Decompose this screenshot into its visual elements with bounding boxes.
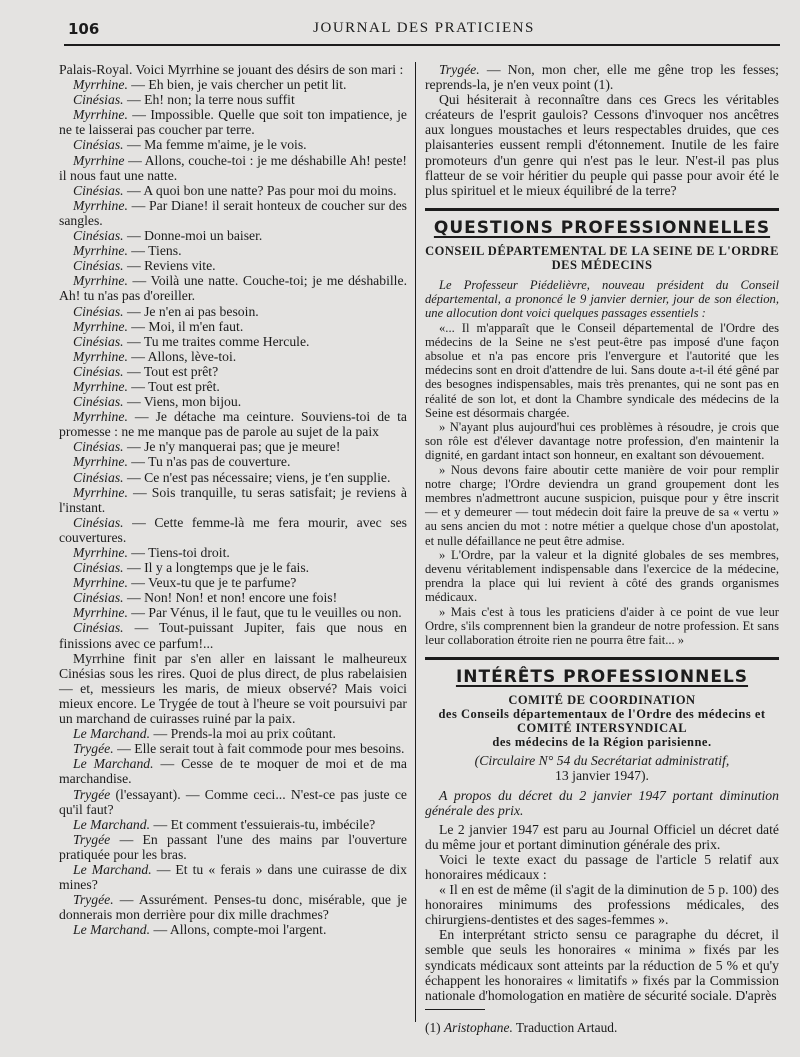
dialogue-line bbox=[59, 726, 407, 741]
speaker: Le Marchand. bbox=[73, 861, 152, 877]
speaker: Myrrhine. bbox=[73, 77, 128, 93]
header-rule bbox=[64, 44, 780, 46]
line-text: — Eh bien, je vais chercher un petit lit. bbox=[127, 77, 347, 93]
speaker: Myrrhine. bbox=[73, 348, 128, 364]
circular-date: 13 janvier 1947). bbox=[555, 768, 649, 784]
speaker: Cinésias. bbox=[73, 333, 124, 349]
section-subtitle: CONSEIL DÉPARTEMENTAL DE LA SEINE DE L'ORDRE DES MÉDECINS bbox=[425, 243, 779, 272]
section-title: INTÉRÊTS PROFESSIONNELS bbox=[455, 667, 749, 688]
dialogue-line bbox=[59, 183, 407, 198]
line-text: — Donne-moi un baiser. bbox=[123, 228, 263, 244]
speaker: Trygée. bbox=[73, 741, 114, 757]
intro-paragraph: A propos du décret du 2 janvier 1947 portant diminution générale des prix. bbox=[425, 787, 779, 818]
line-text: — Viens, mon bijou. bbox=[123, 394, 242, 410]
speaker: Myrrhine. bbox=[73, 545, 128, 560]
quote-paragraph: » N'ayant plus aujourd'hui ces problèmes à résoudre, je crois que son rôle est d'élever davantage notre profession, d'en maintenir la dignité, en gardant intact son honneur, en exaltant son dévouement. bbox=[425, 419, 779, 463]
quote-paragraph: » Nous devons faire aboutir cette manière de voir pour remplir notre charge; l'Ordre deviendra un grand groupement dont les membres n'admettront aucune suspicion, puisque pour y être inscrit — et y demeurer — tout médecin doit faire la preuve de sa « vertu » au sens ancien du mot : notre métier a quelque chose d'un apostolat, et nulle défaillance ne peut être admise. bbox=[425, 462, 779, 548]
speaker: Cinésias. bbox=[73, 303, 124, 319]
dialogue-line bbox=[59, 92, 407, 107]
circular-reference: (Circulaire N° 54 du Secrétariat administratif, bbox=[474, 753, 730, 769]
line-text: — Ce n'est pas nécessaire; viens, je t'en supplie. bbox=[123, 469, 391, 485]
dialogue-line bbox=[59, 515, 407, 545]
speaker: Cinésias. bbox=[73, 228, 124, 244]
speaker: Cinésias. bbox=[73, 469, 124, 485]
line-text: — Veux-tu que je te parfume? bbox=[127, 575, 297, 591]
line-text: — Tu me traites comme Hercule. bbox=[123, 333, 310, 349]
paragraph: Voici le texte exact du passage de l'article 5 relatif aux honoraires médicaux : bbox=[425, 851, 779, 882]
line-text: — Voilà une natte. Couche-toi; je me déshabille. Ah! tu n'as pas d'oreiller. bbox=[59, 273, 407, 304]
line-text: — En passant l'une des mains par l'ouverture pratiquée pour les bras. bbox=[59, 831, 407, 862]
left-column bbox=[59, 62, 407, 937]
dialogue-line bbox=[59, 620, 407, 650]
speaker: Myrrhine. bbox=[73, 605, 128, 621]
speaker: Cinésias. bbox=[73, 590, 124, 606]
committee-line: des Conseils départementaux de l'Ordre des médecins et bbox=[438, 707, 766, 722]
dialogue-line bbox=[59, 590, 407, 605]
speaker: Cinésias. bbox=[73, 394, 124, 410]
dialogue-line bbox=[59, 228, 407, 243]
line-text: — Allons, lève-toi. bbox=[127, 348, 237, 364]
line-text: — Ma femme m'aime, je le vois. bbox=[123, 137, 307, 153]
journal-title: JOURNAL DES PRATICIENS bbox=[313, 20, 535, 36]
speaker: Myrrhine. bbox=[73, 575, 128, 591]
speaker: Myrrhine. bbox=[73, 378, 128, 394]
dialogue-line bbox=[59, 243, 407, 258]
dialogue-line bbox=[59, 756, 407, 786]
line-text: — Tiens. bbox=[127, 243, 182, 259]
line-text: — Cesse de te moquer de moi et de ma marchandise. bbox=[59, 756, 407, 787]
paragraph: « Il en est de même (il s'agit de la diminution de 5 p. 100) des honoraires minimums des professions médicales, des chirurgiens-dentistes et des sages-femmes ». bbox=[425, 882, 779, 928]
dialogue-line bbox=[59, 153, 407, 183]
dialogue-line bbox=[59, 304, 407, 319]
dialogue-block bbox=[59, 726, 407, 937]
dialogue-block bbox=[59, 77, 407, 651]
dialogue-line bbox=[59, 560, 407, 575]
dialogue-line bbox=[59, 470, 407, 485]
line-text: — Moi, il m'en faut. bbox=[127, 318, 244, 334]
speaker: Le Marchand. bbox=[73, 726, 151, 742]
footnote-number: (1) bbox=[425, 1019, 441, 1035]
line-text: — Et tu « ferais » dans une cuirasse de dix mines? bbox=[59, 861, 407, 893]
paragraph: En interprétant stricto sensu ce paragraphe du décret, il semble que seuls les honoraires « minima » fixés par les syndicats médicaux sont atteints par la réduction de 5 % et qu'y échappent les honoraires « limitatifs » fixés par la Commission nationale d'homologation en matière de sécurité sociale. D'après bbox=[425, 927, 779, 1003]
section-title: QUESTIONS PROFESSIONNELLES bbox=[433, 217, 771, 238]
dialogue-line bbox=[59, 741, 407, 756]
committee-name: COMITÉ DE COORDINATION bbox=[508, 693, 696, 708]
paragraph: Myrrhine finit par s'en aller en laissant le malheureux Cinésias sous les rires. Quoi de plus direct, de plus rabelaisien — et, messieurs les maris, de mieux observé? Mais voici mieux encore. Le Trygée de tout à l'heure se voit poursuivi par un marchand de cuirasses ruiné par la paix. bbox=[59, 650, 407, 727]
line-text: — Tout est prêt. bbox=[127, 378, 220, 394]
quote-paragraph: » Mais c'est à tous les praticiens d'aider à ce point de vue leur Ordre, s'ils comprennent bien la grandeur de notre profession. Et sans leur collaboration étroite rien ne pourra être fait... » bbox=[425, 604, 779, 648]
line-text: — A quoi bon une natte? Pas pour moi du moins. bbox=[123, 182, 397, 198]
dialogue-line bbox=[59, 892, 407, 922]
speaker: Le Marchand. bbox=[73, 922, 151, 938]
speaker: Cinésias. bbox=[73, 137, 124, 153]
dialogue-line bbox=[59, 334, 407, 349]
speaker: Cinésias. bbox=[73, 182, 124, 198]
speaker: Cinésias. bbox=[73, 258, 124, 274]
line-text: — Elle serait tout à fait commode pour mes besoins. bbox=[113, 741, 405, 757]
speaker: Myrrhine. bbox=[73, 318, 128, 334]
line-text: — Tiens-toi droit. bbox=[127, 545, 230, 560]
line-text: — Tu n'as pas de couverture. bbox=[127, 454, 291, 470]
line-text: — Et comment t'essuierais-tu, imbécile? bbox=[150, 816, 376, 832]
dialogue-line bbox=[59, 409, 407, 439]
dialogue-line bbox=[425, 62, 779, 92]
dialogue-line bbox=[59, 922, 407, 937]
right-column bbox=[425, 62, 779, 1035]
speaker: Myrrhine. bbox=[73, 243, 128, 259]
dialogue-line bbox=[59, 349, 407, 364]
speaker: Cinésias. bbox=[73, 363, 124, 379]
page-number: 106 bbox=[68, 20, 100, 38]
column-divider bbox=[415, 62, 416, 1022]
dialogue-line bbox=[59, 107, 407, 137]
dialogue-line bbox=[59, 485, 407, 515]
speaker: Myrrhine. bbox=[73, 107, 128, 123]
dialogue-line bbox=[59, 319, 407, 334]
speaker: Trygée bbox=[73, 786, 111, 802]
dialogue-line bbox=[59, 77, 407, 92]
section-rule bbox=[425, 657, 779, 660]
dialogue-line bbox=[59, 198, 407, 228]
line-text: — Tout est prêt? bbox=[123, 363, 219, 379]
dialogue-line bbox=[59, 817, 407, 832]
line-text: (l'essayant). — Comme ceci... N'est-ce pas juste ce qu'il faut? bbox=[59, 786, 407, 817]
speaker: Myrrhine. bbox=[73, 273, 128, 289]
dialogue-line bbox=[59, 605, 407, 620]
line-text: — Assurément. Penses-tu donc, misérable, que je donnerais mon derrière pour dix mille drachmes? bbox=[59, 892, 407, 923]
line-text: — Je n'y manquerai pas; que je meure! bbox=[123, 439, 341, 455]
dialogue-line bbox=[59, 273, 407, 303]
footnote bbox=[425, 1020, 779, 1035]
line-text: — Sois tranquille, tu seras satisfait; je reviens à l'instant. bbox=[59, 484, 407, 515]
speaker: Trygée. bbox=[439, 62, 480, 77]
speaker: Myrrhine. bbox=[73, 197, 128, 213]
speaker: Myrrhine. bbox=[73, 454, 128, 470]
line-text: — Je détache ma ceinture. Souviens-toi de ta promesse : ne me manque pas de parole au sujet de la paix bbox=[59, 409, 407, 440]
line-text: — Par Diane! il serait honteux de coucher sur des sangles. bbox=[59, 197, 407, 228]
line-text: — Impossible. Quelle que soit ton impatience, je ne te laisserai pas coucher par terre. bbox=[59, 107, 407, 138]
line-text: — Reviens vite. bbox=[123, 258, 216, 274]
committee-line: des médecins de la Région parisienne. bbox=[492, 735, 712, 750]
quote-paragraph: » L'Ordre, par la valeur et la dignité globales de ses membres, devenu véritablement indispensable dans l'exercice de la médecine, prendra la place qui lui revient à côté des grands organismes médicaux. bbox=[425, 547, 779, 605]
line-text: — Allons, couche-toi : je me déshabille Ah! peste! il nous faut une natte. bbox=[59, 152, 407, 183]
dialogue-line bbox=[59, 787, 407, 817]
line-text: — Prends-la moi au prix coûtant. bbox=[150, 726, 336, 742]
line-text: — Je n'en ai pas besoin. bbox=[123, 303, 259, 319]
dialogue-line bbox=[59, 862, 407, 892]
footnote-author: Aristophane. bbox=[443, 1019, 513, 1035]
paragraph: Palais-Royal. Voici Myrrhine se jouant des désirs de son mari : bbox=[59, 62, 404, 77]
speaker: Myrrhine. bbox=[73, 409, 128, 425]
speaker: Myrrhine. bbox=[73, 484, 128, 500]
speaker: Cinésias. bbox=[73, 439, 124, 455]
speaker: Myrrhine bbox=[73, 152, 125, 168]
paragraph: Qui hésiterait à reconnaître dans ces Grecs les véritables créateurs de l'esprit gaulois? Cessons d'invoquer nos ancêtres aux longues moustaches et leurs respectables druides, que ces plaisanteries eussent rempli d'étonnement. Inutile de les faire promoteurs d'un genre qui n'est pas le leur. N'est-il pas plus flatteur de se voir héritier du peuple qui passe pour avoir été le plus spirituel et le mieux équilibré de la terre? bbox=[425, 92, 779, 198]
committee-name: COMITÉ INTERSYNDICAL bbox=[516, 721, 688, 736]
intro-paragraph: Le Professeur Piédelièvre, nouveau président du Conseil départemental, a prononcé le 9 janvier dernier, jour de son élection, une allocution dont voici quelques passages essentiels : bbox=[425, 277, 779, 321]
line-text: — Il y a longtemps que je le fais. bbox=[123, 560, 310, 576]
line-text: — Allons, compte-moi l'argent. bbox=[150, 922, 327, 938]
page-header bbox=[68, 18, 780, 44]
speaker: Cinésias. bbox=[73, 92, 124, 108]
speaker: Trygée bbox=[73, 831, 111, 847]
line-text: — Non, mon cher, elle me gêne trop les fesses; reprends-la, je n'en veux point (1). bbox=[425, 62, 779, 93]
footnote-rule bbox=[425, 1009, 485, 1010]
line-text: — Par Vénus, il le faut, que tu le veuilles ou non. bbox=[127, 605, 402, 621]
quote-paragraph: «... Il m'apparaît que le Conseil départemental de l'Ordre des médecins de la Seine ne s'est peut-être pas imposé d'une façon absolue et n'a pas encore pris l'envergure et l'autorité que les médecins sont en droit d'attendre de lui. Sans doute a-t-il été gêné par des besognes indispensables, mais très prenantes, qui ne sont pas en réalité de son lot, et dont la Chambre syndicale des médecins de la Seine est désormais chargée. bbox=[425, 320, 779, 420]
line-text: — Eh! non; la terre nous suffit bbox=[123, 92, 295, 108]
speaker: Le Marchand. bbox=[73, 816, 151, 832]
dialogue-line bbox=[59, 439, 407, 454]
speaker: Le Marchand. bbox=[73, 756, 154, 772]
footnote-text: Traduction Artaud. bbox=[512, 1019, 618, 1035]
dialogue-line bbox=[59, 258, 407, 273]
paragraph: Le 2 janvier 1947 est paru au Journal Officiel un décret daté du même jour et portant diminution générale des prix. bbox=[425, 821, 779, 852]
dialogue-line bbox=[59, 394, 407, 409]
dialogue-line bbox=[59, 545, 407, 560]
dialogue-line bbox=[59, 454, 407, 469]
dialogue-line bbox=[59, 379, 407, 394]
line-text: — Cette femme-là me fera mourir, avec ses couvertures. bbox=[59, 514, 407, 545]
speaker: Cinésias. bbox=[73, 620, 124, 636]
section-rule bbox=[425, 208, 779, 211]
dialogue-line bbox=[59, 364, 407, 379]
line-text: — Non! Non! et non! encore une fois! bbox=[123, 590, 338, 606]
speaker: Trygée. bbox=[73, 892, 114, 908]
speaker: Cinésias. bbox=[73, 514, 124, 530]
speaker: Cinésias. bbox=[73, 560, 124, 576]
line-text: — Tout-puissant Jupiter, fais que nous en finissions avec ce parfum!... bbox=[59, 620, 407, 651]
dialogue-line bbox=[59, 137, 407, 152]
dialogue-line bbox=[59, 575, 407, 590]
dialogue-line bbox=[59, 832, 407, 862]
